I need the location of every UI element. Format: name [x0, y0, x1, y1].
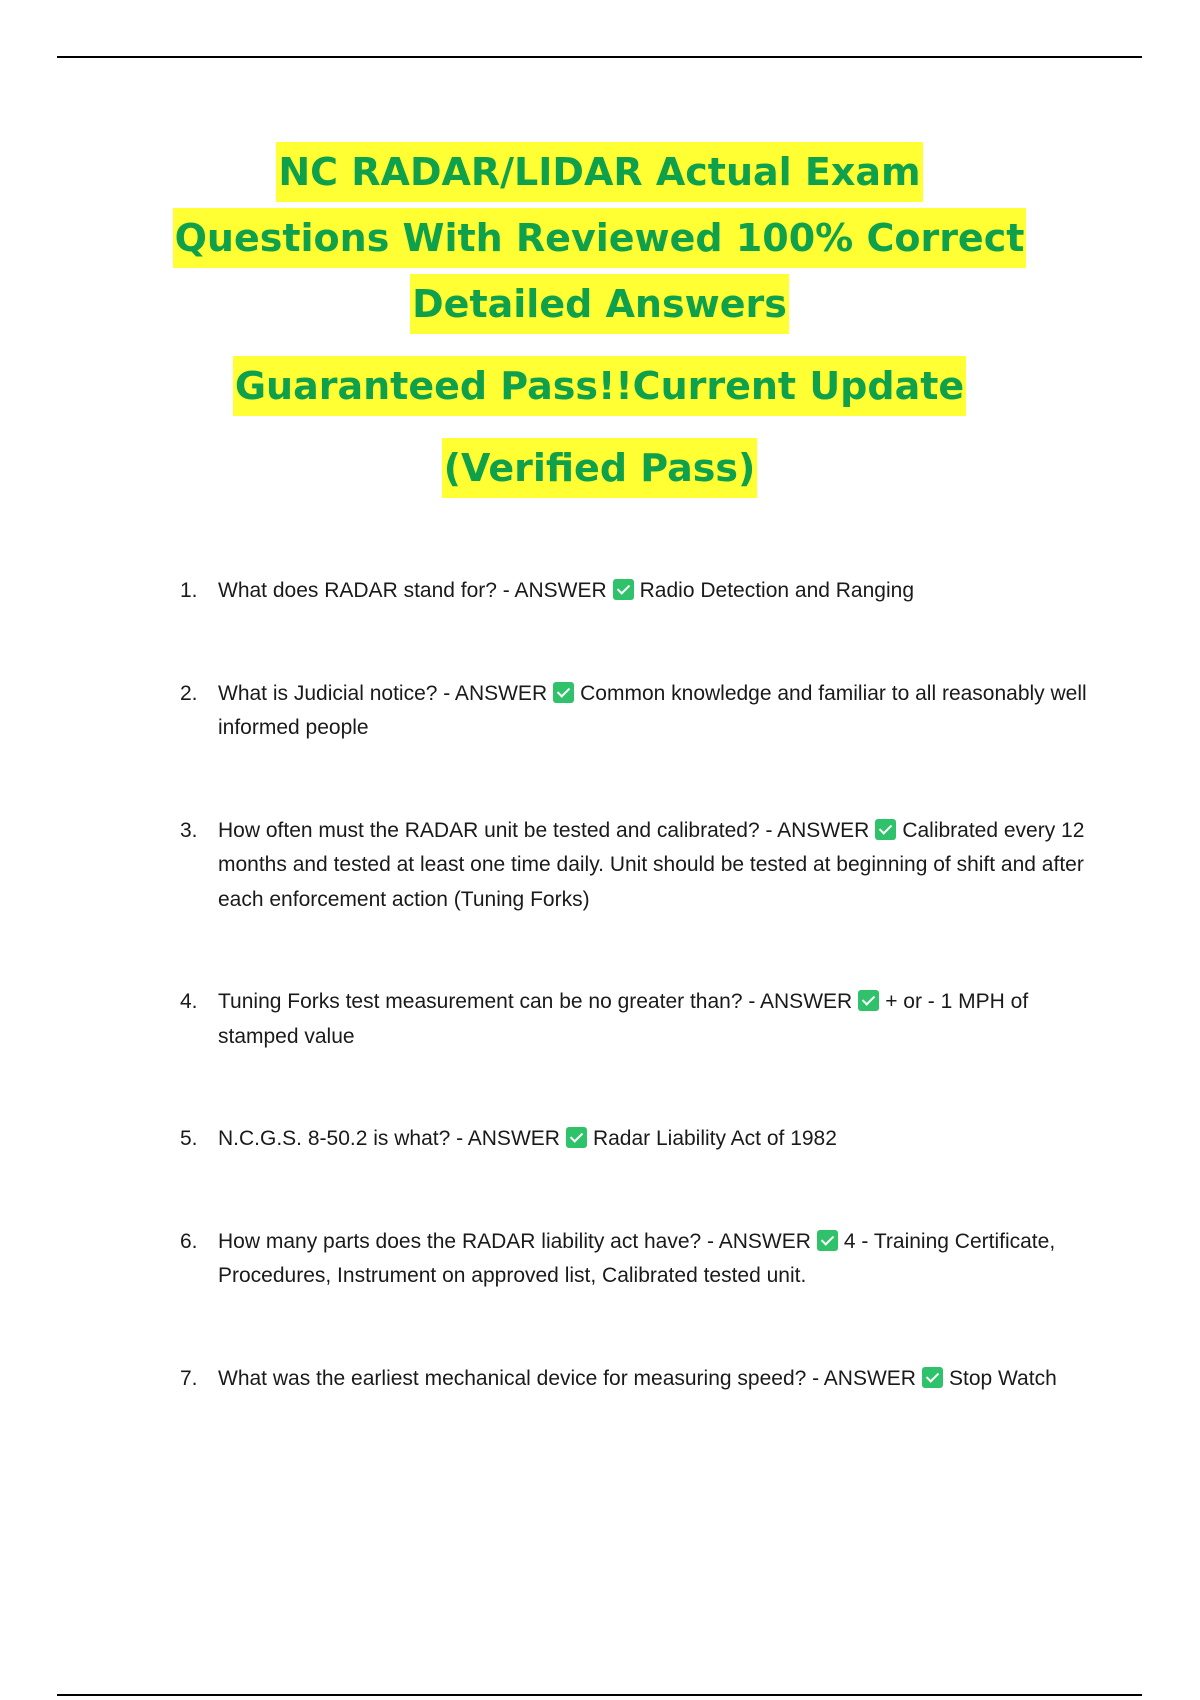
question-number: 2.: [180, 681, 198, 705]
answer-text: + or - 1 MPH of stamped value: [218, 990, 1029, 1048]
document-title: [57, 142, 1142, 498]
answer-text: Stop Watch: [948, 1366, 1057, 1390]
top-divider: [57, 56, 1142, 58]
question-item-3: [180, 814, 1100, 918]
title-line-5: (Verified Pass): [442, 438, 758, 498]
check-icon: [553, 682, 574, 703]
answer-text: Common knowledge and familiar to all reasonably well informed people: [218, 681, 1087, 739]
title-line-2: Questions With Reviewed 100% Correct: [173, 208, 1027, 268]
question-number: 5.: [180, 1127, 198, 1150]
question-item-2: [180, 677, 1100, 746]
question-text: How often must the RADAR unit be tested and calibrated? - ANSWER: [218, 818, 870, 842]
answer-text: Radar Liability Act of 1982: [592, 1127, 837, 1150]
question-item-5: [180, 1122, 1100, 1157]
title-line-4: Guaranteed Pass!!Current Update: [233, 356, 966, 416]
bottom-divider: [57, 1694, 1142, 1696]
question-number: 7.: [180, 1366, 198, 1390]
question-text: Tuning Forks test measurement can be no greater than? - ANSWER: [218, 990, 853, 1013]
question-number: 6.: [180, 1229, 198, 1253]
question-text: How many parts does the RADAR liability act have? - ANSWER: [218, 1229, 811, 1253]
answer-text: Calibrated every 12 months and tested at least one time daily. Unit should be tested at beginning of shift and after each enforcement action (Tuning Forks): [218, 818, 1085, 911]
answer-text: 4 - Training Certificate, Procedures, Instrument on approved list, Calibrated tested unit.: [218, 1229, 1056, 1287]
question-number: 3.: [180, 818, 198, 842]
question-text: What is Judicial notice? - ANSWER: [218, 681, 548, 705]
question-item-7: [180, 1362, 1100, 1397]
check-icon: [875, 819, 896, 840]
question-list: [180, 574, 1100, 1464]
title-line-1: NC RADAR/LIDAR Actual Exam: [276, 142, 922, 202]
check-icon: [817, 1230, 838, 1251]
question-item-4: [180, 985, 1100, 1054]
check-icon: [566, 1127, 587, 1148]
question-number: 1.: [180, 579, 198, 602]
question-number: 4.: [180, 990, 198, 1013]
check-icon: [922, 1367, 943, 1388]
question-item-1: [180, 574, 1100, 609]
question-text: What does RADAR stand for? - ANSWER: [218, 579, 607, 602]
answer-text: Radio Detection and Ranging: [639, 579, 914, 602]
question-item-6: [180, 1225, 1100, 1294]
title-line-3: Detailed Answers: [410, 274, 789, 334]
check-icon: [858, 990, 879, 1011]
question-text: N.C.G.S. 8-50.2 is what? - ANSWER: [218, 1127, 560, 1150]
question-text: What was the earliest mechanical device for measuring speed? - ANSWER: [218, 1366, 916, 1390]
check-icon: [613, 579, 634, 600]
